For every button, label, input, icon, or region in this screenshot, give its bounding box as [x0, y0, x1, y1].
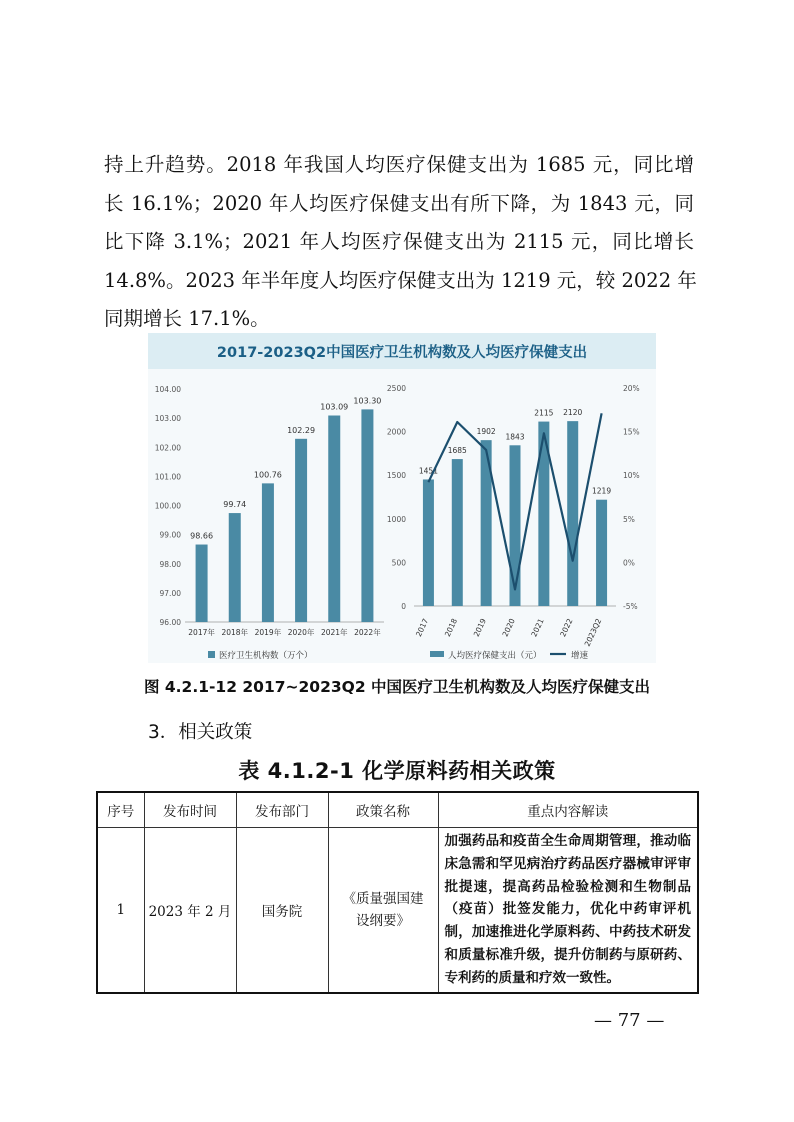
row-number: 1	[97, 828, 144, 993]
policy-detail: 加强药品和疫苗全生命周期管理，推动临床急需和罕见病治疗药品医疗器械审评审批提速，提高药品检验检测和生物制品（疫苗）批签发能力，优化中药审评机制，加速推进化学原料药、中药技术研发和质量标准升级，提升仿制药与原研药、专利药的质量和疗效一致性。	[438, 828, 698, 993]
right-legend-line-label: 增速	[571, 651, 589, 661]
right-y-right-tick-label: 0%	[623, 558, 635, 568]
right-x-tick-label: 2021	[529, 617, 546, 639]
chart-title: 2017-2023Q2中国医疗卫生机构数及人均医疗保健支出	[216, 345, 588, 361]
right-legend-bar-label: 人均医疗保健支出（元）	[448, 651, 542, 661]
header-cell: 政策名称	[328, 792, 438, 828]
left-bar	[361, 409, 373, 622]
paragraph-line: 比下降 3.1%；2021 年人均医疗保健支出为 2115 元，同比增长	[104, 230, 694, 253]
right-y-right-tick-label: 5%	[623, 514, 635, 524]
left-bar	[262, 483, 274, 622]
left-x-tick-label: 2022年	[354, 628, 381, 637]
right-y-left-tick-label: 1500	[386, 471, 406, 481]
left-y-tick-label: 100.00	[154, 501, 181, 511]
figure-caption: 图 4.2.1-12 2017~2023Q2 中国医疗卫生机构数及人均医疗保健支出	[143, 678, 651, 696]
header-cell: 发布时间	[144, 792, 236, 828]
right-x-tick-label: 2023Q2	[582, 617, 604, 648]
release-department: 国务院	[236, 828, 328, 993]
paragraph-line: 长 16.1%；2020 年人均医疗保健支出有所下降，为 1843 元，同	[104, 191, 694, 215]
table-title: 表 4.1.2-1 化学原料药相关政策	[238, 759, 556, 783]
left-bar	[196, 545, 208, 622]
right-y-right-tick-label: 10%	[623, 471, 640, 481]
body-paragraph	[104, 146, 697, 339]
right-y-right-tick-label: 15%	[623, 427, 640, 437]
right-x-tick-label: 2019	[471, 617, 488, 639]
left-y-tick-label: 103.00	[154, 414, 181, 424]
right-bar-value-label: 1843	[505, 432, 525, 442]
left-y-tick-label: 98.00	[159, 559, 181, 569]
right-y-left-tick-label: 1000	[386, 514, 406, 524]
table-row	[97, 828, 698, 993]
left-y-tick-label: 102.00	[154, 443, 181, 453]
policy-table	[96, 791, 699, 994]
chart-svg	[148, 333, 656, 663]
section-heading: 3．相关政策	[148, 722, 253, 743]
right-bar-value-label: 2120	[563, 408, 583, 418]
paragraph-line: 同期增长 17.1%。	[104, 307, 270, 330]
left-y-tick-label: 99.00	[159, 530, 181, 540]
right-x-tick-label: 2017	[414, 617, 431, 639]
left-x-tick-label: 2018年	[221, 628, 249, 637]
right-x-tick-label: 2022	[558, 617, 575, 639]
right-bar-value-label: 1902	[476, 427, 496, 437]
left-bar-value-label: 100.76	[253, 470, 282, 480]
left-bar-value-label: 103.09	[320, 402, 349, 412]
right-bar	[452, 459, 463, 606]
left-y-tick-label: 96.00	[159, 618, 181, 627]
left-legend-label: 医疗卫生机构数（万个）	[219, 651, 313, 661]
right-y-left-tick-label: 0	[401, 602, 406, 611]
right-x-tick-label: 2020	[500, 617, 517, 639]
page-number: — 77 —	[594, 1010, 665, 1031]
left-y-tick-label: 104.00	[154, 385, 181, 394]
release-date: 2023 年 2 月	[144, 828, 236, 993]
right-y-right-tick-label: -5%	[623, 602, 638, 611]
right-legend-bar-swatch	[430, 651, 444, 657]
header-cell: 序号	[97, 792, 144, 828]
right-bar-value-label: 2115	[534, 408, 554, 418]
left-x-tick-label: 2017年	[188, 628, 215, 637]
left-bar	[328, 416, 340, 622]
header-cell: 重点内容解读	[438, 792, 698, 828]
right-bar-value-label: 1219	[592, 486, 612, 496]
left-bar-value-label: 99.74	[223, 500, 247, 510]
right-bar-value-label: 1451	[418, 466, 438, 476]
right-y-left-tick-label: 500	[391, 558, 406, 568]
right-y-right-tick-label: 20%	[623, 384, 640, 393]
left-x-tick-label: 2019年	[254, 628, 282, 637]
left-bar	[295, 439, 307, 622]
right-bar	[596, 500, 607, 606]
header-cell: 发布部门	[236, 792, 328, 828]
left-y-tick-label: 97.00	[159, 588, 181, 598]
paragraph-line: 14.8%。2023 年半年度人均医疗保健支出为 1219 元，较 2022 年	[104, 268, 697, 292]
left-x-tick-label: 2020年	[287, 628, 315, 637]
chart-figure	[148, 333, 656, 663]
left-bar	[229, 513, 241, 622]
right-bar	[567, 421, 578, 606]
left-x-tick-label: 2021年	[320, 628, 348, 637]
paragraph-line: 持上升趋势。2018 年我国人均医疗保健支出为 1685 元，同比增	[104, 153, 694, 176]
left-bar-value-label: 103.30	[353, 396, 382, 406]
left-bar-value-label: 102.29	[287, 425, 316, 435]
right-x-tick-label: 2018	[442, 617, 460, 639]
left-y-tick-label: 101.00	[154, 472, 181, 482]
right-y-left-tick-label: 2000	[386, 427, 406, 437]
right-bar-value-label: 1685	[447, 446, 467, 456]
right-bar	[510, 445, 521, 606]
right-y-left-tick-label: 2500	[386, 384, 406, 393]
table-header-row	[97, 792, 698, 828]
policy-name: 《质量强国建设纲要》	[328, 828, 438, 993]
left-legend-swatch	[208, 651, 215, 658]
left-bar-value-label: 98.66	[190, 531, 214, 541]
right-bar	[423, 479, 434, 606]
